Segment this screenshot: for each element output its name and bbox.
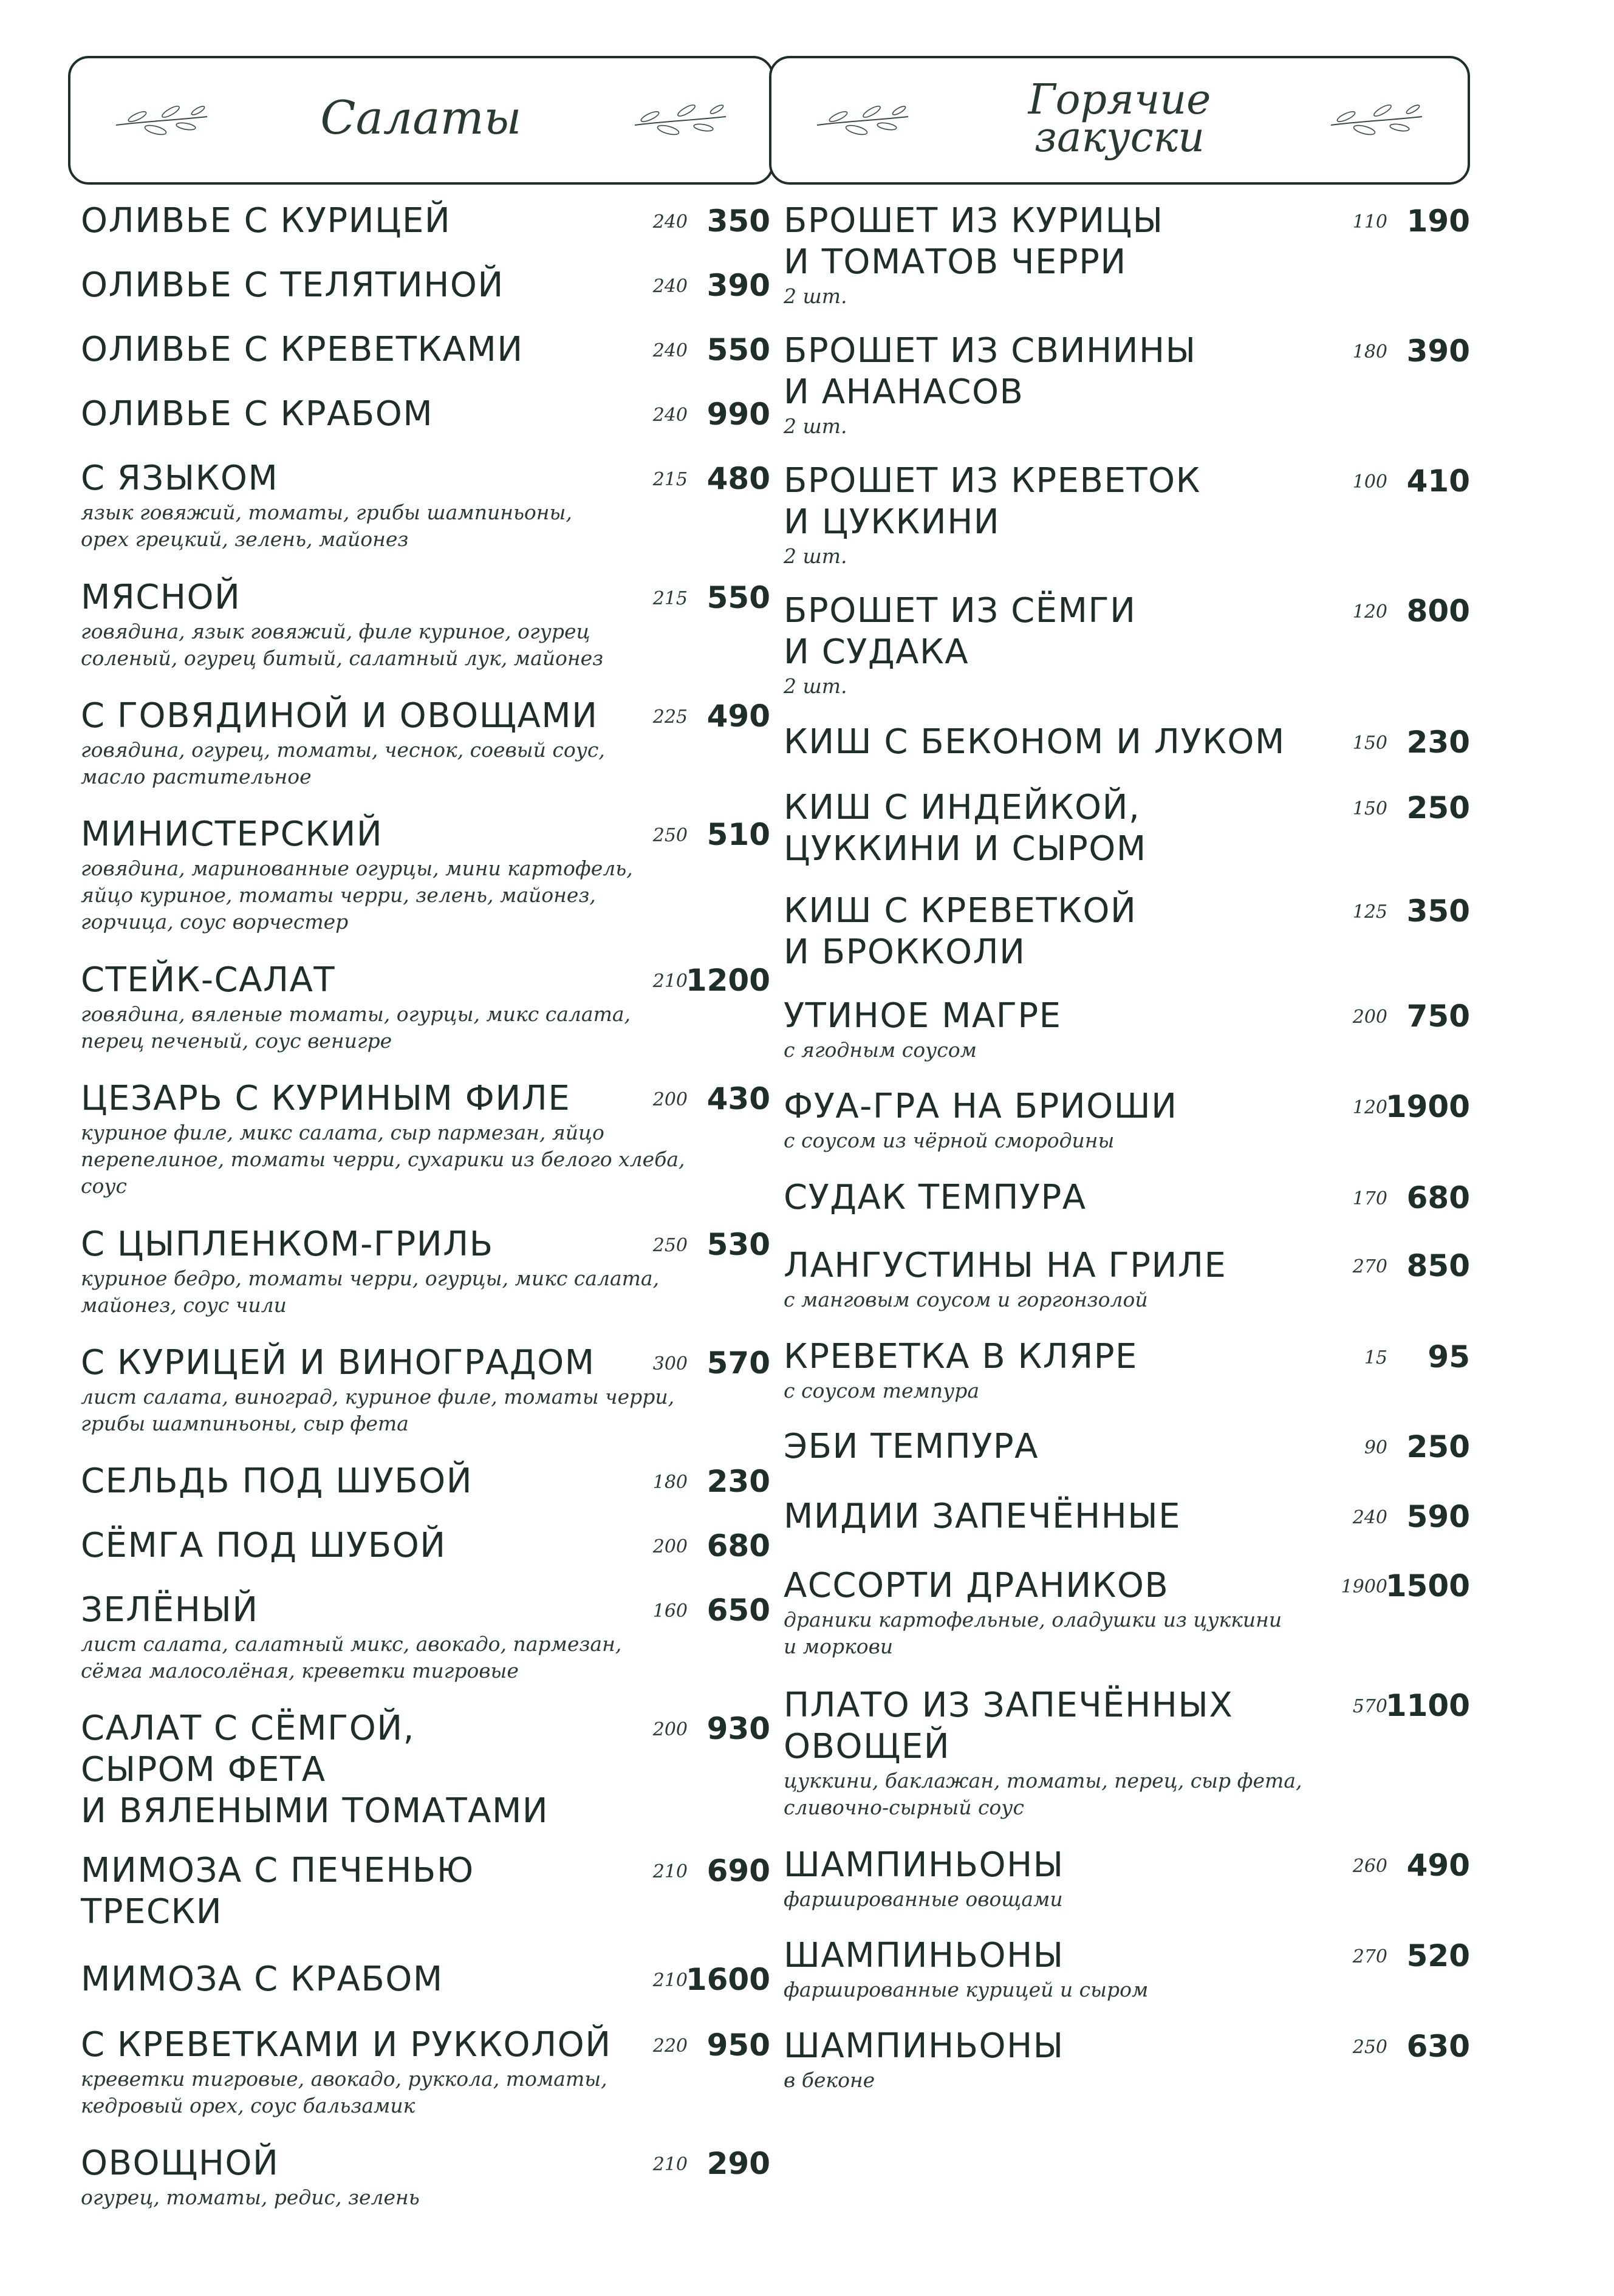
item-weight: 120	[1352, 1097, 1387, 1118]
item-description: 2 шт.	[784, 674, 847, 698]
item-name: ЛАНГУСТИНЫ НА ГРИЛЕ	[784, 1246, 1227, 1285]
item-weight: 125	[1352, 901, 1387, 923]
item-price: 390	[706, 268, 770, 303]
menu-item	[81, 265, 770, 306]
menu-item	[81, 1959, 770, 2000]
menu-item	[784, 1086, 1470, 1154]
item-price: 1100	[1385, 1688, 1470, 1723]
item-price: 390	[1406, 333, 1470, 369]
menu-item	[784, 1845, 1470, 1913]
item-description: креветки тигровые, авокадо, руккола, томаты, кедровый орех, соус бальзамик	[81, 2067, 607, 2117]
menu-item	[784, 1565, 1470, 1660]
item-price: 630	[1406, 2029, 1470, 2064]
menu-item	[81, 814, 770, 935]
item-name: ЗЕЛЁНЫЙ	[81, 1590, 259, 1630]
menu-item	[81, 1525, 770, 1567]
item-name: С ГОВЯДИНОЙ И ОВОЩАМИ	[81, 696, 598, 736]
item-name: ШАМПИНЬОНЫ	[784, 1845, 1064, 1885]
item-description: цуккини, баклажан, томаты, перец, сыр фета, сливочно-сырный соус	[784, 1769, 1302, 1819]
menu-item	[81, 1850, 770, 1933]
item-weight: 570	[1352, 1696, 1387, 1717]
item-name: ФУА-ГРА НА БРИОШИ	[784, 1087, 1178, 1126]
item-description: огурец, томаты, редис, зелень	[81, 2185, 420, 2209]
menu-item	[81, 2143, 770, 2211]
item-description: говядина, огурец, томаты, чеснок, соевый соус, масло растительное	[81, 738, 605, 788]
hot-appetizers-header	[769, 56, 1470, 185]
item-description: куриное филе, микс салата, сыр пармезан, яйцо перепелиное, томаты черри, сухарики из белого хлеба, соус	[81, 1121, 685, 1198]
item-weight: 240	[652, 276, 688, 297]
item-price: 550	[706, 332, 770, 367]
item-name: КИШ С ИНДЕЙКОЙ, ЦУККИНИ И СЫРОМ	[784, 788, 1147, 869]
item-name: ОВОЩНОЙ	[81, 2144, 279, 2183]
item-price: 950	[706, 2028, 770, 2063]
menu-item	[784, 996, 1470, 1064]
item-name: БРОШЕТ ИЗ КУРИЦЫ И ТОМАТОВ ЧЕРРИ	[784, 201, 1164, 282]
menu-item	[784, 590, 1470, 700]
menu-item	[784, 330, 1470, 440]
menu-item	[784, 1177, 1470, 1218]
olive-branch-icon	[1328, 96, 1425, 145]
item-price: 350	[1406, 893, 1470, 929]
item-weight: 200	[652, 1719, 688, 1740]
olive-branch-icon	[632, 96, 729, 145]
menu-item	[81, 695, 770, 790]
menu-item	[784, 787, 1470, 870]
menu-item	[81, 1224, 770, 1319]
item-weight: 210	[652, 1970, 688, 1991]
item-weight: 225	[652, 706, 688, 728]
item-description: 2 шт.	[784, 544, 847, 568]
item-weight: 215	[652, 469, 688, 490]
menu-item	[784, 1426, 1470, 1467]
item-weight: 260	[1352, 1856, 1387, 1877]
item-weight: 210	[652, 2154, 688, 2175]
item-price: 800	[1406, 593, 1470, 629]
item-name: МИМОЗА С ПЕЧЕНЬЮ ТРЕСКИ	[81, 1851, 474, 1932]
menu-item	[81, 1708, 770, 1832]
menu-item	[81, 1461, 770, 1502]
salads-header	[68, 56, 774, 185]
item-description: с ягодным соусом	[784, 1038, 977, 1062]
item-weight: 150	[1352, 798, 1387, 819]
menu-item	[784, 1496, 1470, 1537]
item-price: 530	[706, 1227, 770, 1262]
item-weight: 110	[1352, 211, 1387, 233]
item-price: 290	[706, 2146, 770, 2181]
item-price: 410	[1406, 463, 1470, 499]
item-name: МИНИСТЕРСКИЙ	[81, 815, 383, 854]
item-weight: 1900	[1341, 1576, 1387, 1597]
item-name: ОЛИВЬЕ С КРАБОМ	[81, 394, 434, 434]
item-description: с соусом темпура	[784, 1379, 980, 1403]
menu-item	[81, 1342, 770, 1437]
item-name: УТИНОЕ МАГРЕ	[784, 996, 1062, 1036]
item-name: СЁМГА ПОД ШУБОЙ	[81, 1526, 446, 1565]
item-price: 590	[1406, 1499, 1470, 1534]
item-name: КРЕВЕТКА В КЛЯРЕ	[784, 1337, 1138, 1376]
item-weight: 270	[1352, 1256, 1387, 1277]
item-name: ЦЕЗАРЬ С КУРИНЫМ ФИЛЕ	[81, 1079, 571, 1118]
item-description: лист салата, виноград, куриное филе, томаты черри, грибы шампиньоны, сыр фета	[81, 1385, 675, 1435]
menu-item	[784, 722, 1470, 763]
item-name: БРОШЕТ ИЗ СВИНИНЫ И АНАНАСОВ	[784, 331, 1197, 412]
item-weight: 300	[652, 1353, 688, 1375]
item-description: лист салата, салатный микс, авокадо, пармезан, сёмга малосолёная, креветки тигровые	[81, 1632, 622, 1683]
item-price: 680	[1406, 1180, 1470, 1215]
item-price: 550	[706, 580, 770, 615]
item-price: 1600	[685, 1962, 770, 1997]
item-price: 1500	[1385, 1568, 1470, 1604]
item-price: 510	[706, 817, 770, 852]
item-price: 350	[706, 203, 770, 239]
item-name: САЛАТ С СЁМГОЙ, СЫРОМ ФЕТА И ВЯЛЕНЫМИ ТОМАТАМИ	[81, 1709, 549, 1831]
item-price: 250	[1406, 790, 1470, 825]
item-price: 650	[706, 1593, 770, 1628]
item-name: ЭБИ ТЕМПУРА	[784, 1427, 1039, 1466]
menu-item	[784, 890, 1470, 973]
menu-item	[784, 1685, 1470, 1821]
item-price: 480	[706, 461, 770, 496]
item-description: с соусом из чёрной смородины	[784, 1129, 1115, 1152]
item-price: 850	[1406, 1248, 1470, 1283]
item-weight: 250	[652, 1235, 688, 1256]
item-weight: 90	[1364, 1437, 1387, 1458]
menu-item	[81, 394, 770, 435]
item-weight: 200	[652, 1089, 688, 1110]
menu-item	[81, 577, 770, 672]
item-description: фаршированные овощами	[784, 1887, 1063, 1911]
item-description: говядина, вяленые томаты, огурцы, микс салата, перец печеный, соус венигре	[81, 1002, 631, 1053]
item-name: КИШ С БЕКОНОМ И ЛУКОМ	[784, 722, 1285, 762]
menu-item	[81, 458, 770, 553]
item-price: 990	[706, 397, 770, 432]
item-price: 230	[706, 1464, 770, 1499]
item-weight: 240	[652, 340, 688, 361]
menu-item	[81, 2024, 770, 2119]
item-description: говядина, язык говяжий, филе куриное, огурец соленый, огурец битый, салатный лук, майонез	[81, 620, 604, 670]
item-weight: 240	[652, 405, 688, 426]
menu-item	[81, 1590, 770, 1684]
item-weight: 150	[1352, 733, 1387, 754]
item-description: с манговым соусом и горгонзолой	[784, 1288, 1148, 1311]
item-price: 750	[1406, 999, 1470, 1034]
item-price: 190	[1406, 203, 1470, 239]
section-title-hot-appetizers: Горячие закуски	[1028, 76, 1211, 162]
item-name: ПЛАТО ИЗ ЗАПЕЧЁННЫХ ОВОЩЕЙ	[784, 1686, 1234, 1766]
item-price: 520	[1406, 1938, 1470, 1973]
item-name: АССОРТИ ДРАНИКОВ	[784, 1566, 1169, 1605]
item-description: говядина, маринованные огурцы, мини картофель, яйцо куриное, томаты черри, зелень, майонез, горчица, соус ворчестер	[81, 856, 633, 934]
item-name: МИМОЗА С КРАБОМ	[81, 1959, 443, 1999]
item-price: 430	[706, 1081, 770, 1116]
item-name: БРОШЕТ ИЗ КРЕВЕТОК И ЦУККИНИ	[784, 461, 1201, 542]
item-weight: 120	[1352, 601, 1387, 623]
item-description: 2 шт.	[784, 414, 847, 438]
item-weight: 200	[652, 1536, 688, 1557]
item-price: 1900	[1385, 1089, 1470, 1124]
menu-item	[81, 200, 770, 242]
item-weight: 210	[652, 1861, 688, 1882]
item-name: ШАМПИНЬОНЫ	[784, 2026, 1064, 2066]
item-price: 930	[706, 1711, 770, 1746]
item-price: 95	[1428, 1339, 1470, 1375]
item-name: СЕЛЬДЬ ПОД ШУБОЙ	[81, 1461, 473, 1501]
item-price: 250	[1406, 1429, 1470, 1464]
item-price: 1200	[685, 963, 770, 998]
menu-item	[81, 1078, 770, 1200]
item-description: драники картофельные, оладушки из цуккини и моркови	[784, 1608, 1282, 1658]
item-name: ОЛИВЬЕ С ТЕЛЯТИНОЙ	[81, 265, 504, 305]
item-weight: 215	[652, 588, 688, 609]
item-price: 690	[706, 1853, 770, 1888]
item-weight: 270	[1352, 1946, 1387, 1967]
item-name: КИШ С КРЕВЕТКОЙ И БРОККОЛИ	[784, 891, 1137, 972]
menu-item	[784, 1336, 1470, 1404]
item-name: ШАМПИНЬОНЫ	[784, 1936, 1064, 1975]
item-description: язык говяжий, томаты, грибы шампиньоны, орех грецкий, зелень, майонез	[81, 501, 572, 551]
item-name: МЯСНОЙ	[81, 578, 241, 617]
item-weight: 210	[652, 971, 688, 992]
menu-item	[784, 1245, 1470, 1313]
menu-item	[784, 2026, 1470, 2094]
item-name: С ЯЗЫКОМ	[81, 459, 279, 498]
item-weight: 180	[1352, 341, 1387, 363]
menu-item	[784, 460, 1470, 570]
item-weight: 250	[1352, 2037, 1387, 2058]
item-description: фаршированные курицей и сыром	[784, 1978, 1149, 2001]
menu-item	[81, 329, 770, 371]
item-weight: 15	[1364, 1347, 1387, 1368]
item-price: 230	[1406, 725, 1470, 760]
item-weight: 250	[652, 825, 688, 846]
item-weight: 100	[1352, 471, 1387, 493]
item-name: СТЕЙК-САЛАТ	[81, 960, 336, 1000]
menu-item	[784, 1935, 1470, 2003]
item-weight: 240	[1352, 1507, 1387, 1528]
item-price: 490	[706, 699, 770, 734]
item-name: С КРЕВЕТКАМИ И РУККОЛОЙ	[81, 2025, 612, 2065]
item-description: 2 шт.	[784, 284, 847, 308]
menu-item	[784, 200, 1470, 310]
item-name: БРОШЕТ ИЗ СЁМГИ И СУДАКА	[784, 591, 1137, 672]
item-price: 680	[706, 1528, 770, 1563]
item-name: С КУРИЦЕЙ И ВИНОГРАДОМ	[81, 1343, 595, 1382]
item-description: в беконе	[784, 2068, 875, 2092]
item-name: С ЦЫПЛЕНКОМ-ГРИЛЬ	[81, 1225, 494, 1264]
item-name: ОЛИВЬЕ С КРЕВЕТКАМИ	[81, 330, 524, 369]
menu-item	[81, 960, 770, 1054]
item-price: 490	[1406, 1848, 1470, 1883]
item-weight: 180	[652, 1472, 688, 1493]
item-weight: 220	[652, 2035, 688, 2057]
item-name: МИДИИ ЗАПЕЧЁННЫЕ	[784, 1497, 1181, 1536]
item-weight: 170	[1352, 1188, 1387, 1209]
section-title-salads: Салаты	[320, 91, 522, 145]
item-weight: 200	[1352, 1006, 1387, 1028]
item-price: 570	[706, 1345, 770, 1381]
item-description: куриное бедро, томаты черри, огурцы, микс салата, майонез, соус чили	[81, 1266, 660, 1317]
item-name: ОЛИВЬЕ С КУРИЦЕЙ	[81, 201, 451, 241]
item-name: СУДАК ТЕМПУРА	[784, 1178, 1087, 1217]
item-weight: 160	[652, 1601, 688, 1622]
item-weight: 240	[652, 211, 688, 233]
